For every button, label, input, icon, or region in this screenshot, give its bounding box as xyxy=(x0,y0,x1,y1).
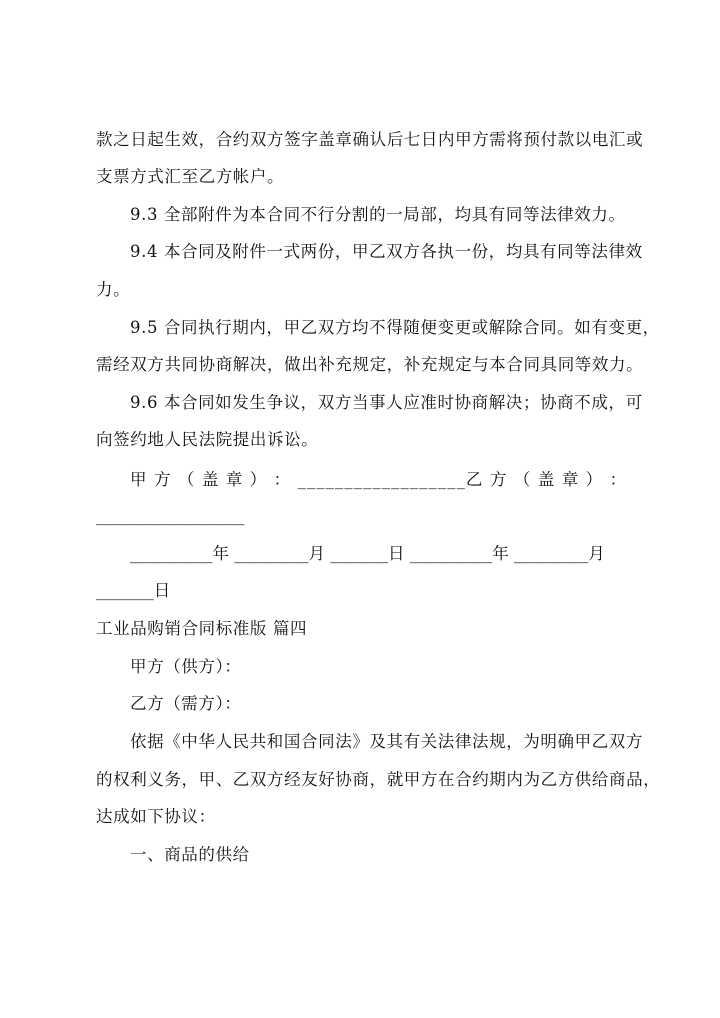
intro-line-1: 依据《中华人民共和国合同法》及其有关法律法规，为明确甲乙双方 xyxy=(130,732,643,751)
clause-9-4: 9.4 本合同及附件一式两份，甲乙双方各执一份，均具有同等法律效 xyxy=(130,242,643,261)
intro-line-3: 达成如下协议： xyxy=(96,807,216,826)
clause-9-5-continued: 需经双方共同协商解决，做出补充规定，补充规定与本合同具同等效力。 xyxy=(96,355,644,374)
clause-9-4-continued: 力。 xyxy=(96,280,131,299)
clause-9-6-continued: 向签约地人民法院提出诉讼。 xyxy=(96,430,319,449)
intro-line-2: 的权利义务，甲、乙双方经友好协商，就甲方在合约期内为乙方供给商品， xyxy=(96,770,661,789)
paragraph-line-2: 支票方式汇至乙方帐户。 xyxy=(96,167,285,186)
party-a-line: 甲方（供方）： xyxy=(130,657,242,676)
party-b-line: 乙方（需方）： xyxy=(130,694,242,713)
clause-9-5: 9.5 合同执行期内，甲乙双方均不得随便变更或解除合同。如有变更， xyxy=(130,318,660,337)
paragraph-line-1: 款之日起生效，合约双方签字盖章确认后七日内甲方需将预付款以电汇或 xyxy=(96,130,644,149)
clause-9-6: 9.6 本合同如发生争议，双方当事人应准时协商解决；协商不成，可 xyxy=(130,393,643,412)
section-heading-1: 一、商品的供给 xyxy=(130,845,250,864)
signature-blank: __________________ xyxy=(96,506,245,525)
clause-9-3: 9.3 全部附件为本合同不行分割的一局部，均具有同等法律效力。 xyxy=(130,205,626,224)
signature-line: 甲 方 （ 盖 章 ） ： __________________乙 方 （ 盖 章 ） ： xyxy=(130,470,628,489)
section-title: 工业品购销合同标准版 篇四 xyxy=(96,619,308,638)
date-line: __________年 _________月 _______日 __________年 _________月 xyxy=(130,544,605,563)
date-line-continued: _______日 xyxy=(96,581,171,600)
